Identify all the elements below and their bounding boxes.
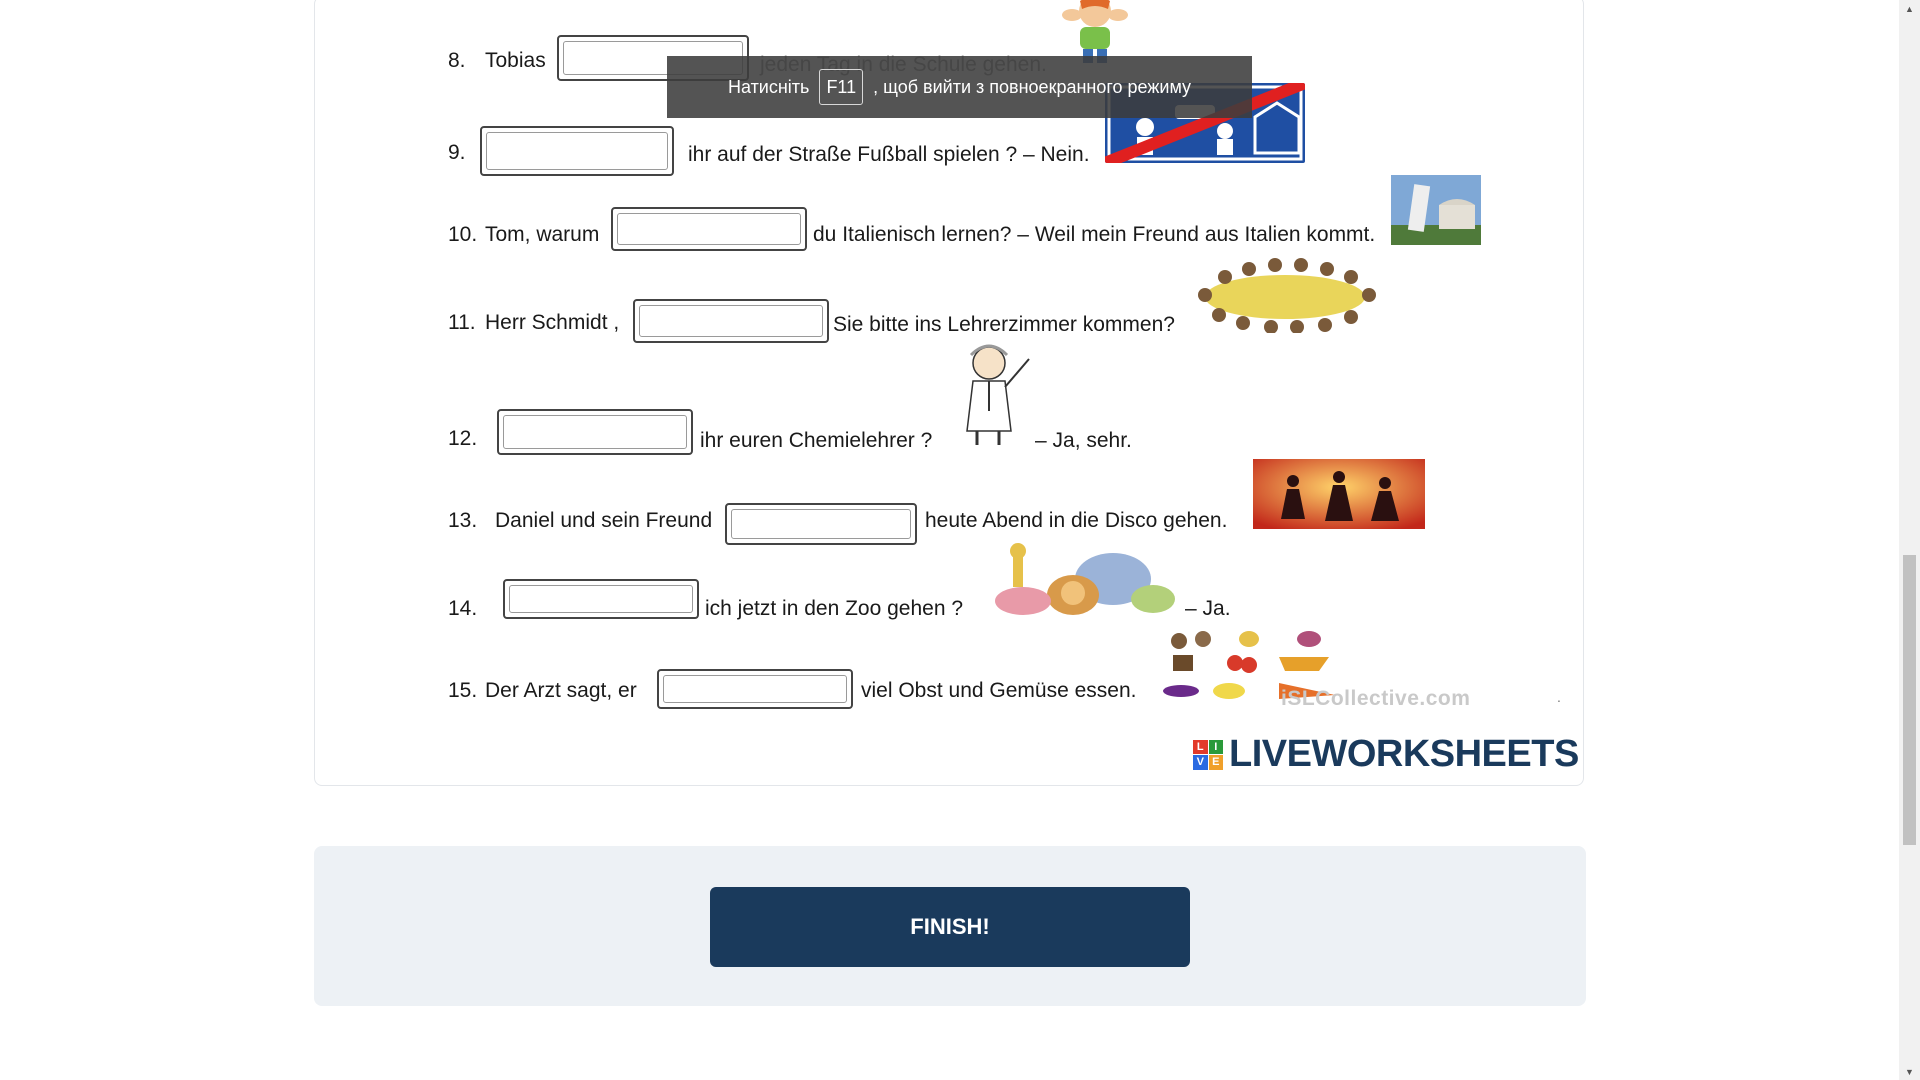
row-text-after: ihr auf der Straße Fußball spielen ? – Nein. bbox=[688, 143, 1090, 166]
row-text-after: heute Abend in die Disco gehen. bbox=[925, 509, 1228, 532]
zoo-animals-clipart bbox=[983, 543, 1183, 617]
answer-blank-15[interactable] bbox=[657, 669, 853, 709]
scroll-up-arrow-icon[interactable]: ▲ bbox=[1905, 3, 1914, 14]
row-number: 10. bbox=[448, 223, 478, 246]
row-number: 12. bbox=[448, 427, 478, 450]
professor-clipart bbox=[941, 341, 1037, 449]
row-text-after: du Italienisch lernen? – Weil mein Freund aus Italien kommt. bbox=[813, 223, 1376, 246]
scrollbar-thumb[interactable] bbox=[1903, 555, 1916, 845]
row-text-after: viel Obst und Gemüse essen. bbox=[861, 679, 1137, 702]
row-number: 9. bbox=[448, 141, 466, 164]
answer-blank-12[interactable] bbox=[497, 409, 693, 455]
row-text-tail: – Ja, sehr. bbox=[1035, 429, 1132, 452]
row-number: 11. bbox=[448, 311, 476, 334]
dot-mark: . bbox=[1557, 689, 1561, 705]
liveworksheets-logo-text: LIVEWORKSHEETS bbox=[1229, 733, 1579, 775]
watermark: iSLCollective.com bbox=[1281, 687, 1471, 710]
answer-blank-13[interactable] bbox=[725, 503, 917, 545]
scroll-down-arrow-icon[interactable]: ▼ bbox=[1905, 1066, 1914, 1077]
row-text-after: Sie bitte ins Lehrerzimmer kommen? bbox=[833, 313, 1175, 336]
row-number: 14. bbox=[448, 597, 478, 620]
answer-blank-10[interactable] bbox=[611, 207, 807, 251]
row-number: 15. bbox=[448, 679, 478, 702]
row-number: 8. bbox=[448, 49, 466, 72]
row-text-before: Tom, warum bbox=[485, 223, 600, 246]
row-number: 13. bbox=[448, 509, 478, 532]
liveworksheets-mark-icon: L I V E bbox=[1193, 740, 1223, 770]
row-text-before: Tobias bbox=[485, 49, 546, 72]
fullscreen-notice-before: Натисніть bbox=[727, 76, 810, 97]
fullscreen-key: F11 bbox=[819, 69, 863, 105]
vertical-scrollbar[interactable] bbox=[1899, 0, 1920, 1080]
fullscreen-notice-after: , щоб вийти з повноекранного режиму bbox=[873, 76, 1192, 97]
liveworksheets-logo bbox=[1193, 733, 1579, 776]
fullscreen-exit-notice bbox=[667, 56, 1252, 118]
meeting-table-clipart bbox=[1185, 255, 1385, 333]
row-text-before: Der Arzt sagt, er bbox=[485, 679, 637, 702]
answer-blank-9[interactable] bbox=[480, 126, 674, 176]
answer-blank-11[interactable] bbox=[633, 299, 829, 343]
pisa-tower-photo bbox=[1391, 175, 1481, 245]
disco-dancers-image bbox=[1253, 459, 1425, 529]
row-text-before: Daniel und sein Freund bbox=[495, 509, 713, 532]
row-text-tail: – Ja. bbox=[1185, 597, 1231, 620]
row-text-before: Herr Schmidt , bbox=[485, 311, 620, 334]
answer-blank-14[interactable] bbox=[503, 579, 699, 619]
finish-button[interactable]: FINISH! bbox=[710, 887, 1190, 967]
row-text-after: ich jetzt in den Zoo gehen ? bbox=[705, 597, 964, 620]
row-text-after: ihr euren Chemielehrer ? bbox=[700, 429, 933, 452]
